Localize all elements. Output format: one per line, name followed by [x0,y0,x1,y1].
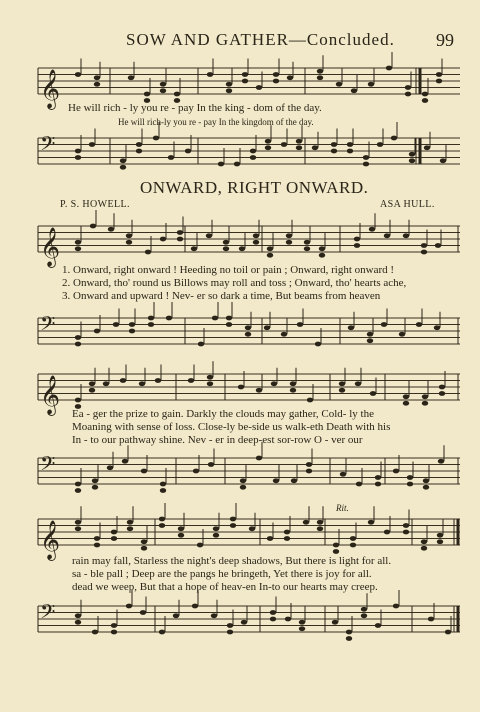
note-head [306,469,312,474]
note-head [89,142,95,147]
note-head [356,482,362,487]
note-head [423,485,429,490]
note-head [174,92,180,97]
note-head [384,530,390,535]
note-head [111,623,117,628]
note-head [363,162,369,167]
note-head [240,485,246,490]
note-head [245,325,251,330]
note-head [120,158,126,163]
note-head [213,526,219,531]
note-head [75,240,81,245]
staff-treble-system-3 [0,513,480,560]
note-head [144,92,150,97]
note-head [434,325,440,330]
note-head [377,142,383,147]
note-head [315,342,321,347]
note-head [346,636,352,641]
note-head [440,158,446,163]
verse-3-system-3: dead we weep, But that a hope of heav-en In-to our hearts may creep. [72,581,378,593]
note-head [297,322,303,327]
verse-1-system-2: Ea - ger the prize to gain. Darkly the clouds may gather, Cold- ly the [72,408,374,420]
note-head [89,388,95,393]
note-head [177,237,183,242]
note-head [75,398,81,403]
note-head [435,243,441,248]
note-head [107,465,113,470]
note-head [265,139,271,144]
running-title: SOW AND GATHER—Concluded. [126,30,395,49]
note-head [127,526,133,531]
note-head [226,88,232,93]
note-head [363,155,369,160]
note-head [230,517,236,522]
note-head [239,246,245,251]
note-head [153,136,159,141]
note-head [122,459,128,464]
note-head [267,536,273,541]
note-head [381,322,387,327]
note-head [304,240,310,245]
note-head [250,155,256,160]
note-head [75,246,81,251]
note-head [317,69,323,74]
clef-icon: 𝄞 [40,227,61,267]
note-head [403,401,409,406]
note-head [89,381,95,386]
note-head [367,332,373,337]
clef-icon: 𝄢 [40,312,56,340]
note-head [286,240,292,245]
note-head [347,149,353,154]
note-head [348,325,354,330]
note-head [226,82,232,87]
note-head [160,88,166,93]
note-head [273,79,279,84]
note-head [242,79,248,84]
note-head [332,620,338,625]
note-head [437,533,443,538]
note-head [361,607,367,612]
note-head [265,145,271,150]
note-head [136,142,142,147]
note-head [75,526,81,531]
note-head [218,162,224,167]
note-head [296,139,302,144]
note-head [281,142,287,147]
note-head [393,604,399,609]
note-head [129,329,135,334]
note-head [422,92,428,97]
note-head [136,149,142,154]
note-head [75,335,81,340]
note-head [213,533,219,538]
note-head [253,233,259,238]
note-head [270,617,276,622]
note-head [339,381,345,386]
note-head [241,620,247,625]
note-head [206,233,212,238]
note-head [336,82,342,87]
note-head [369,227,375,232]
note-head [226,322,232,327]
note-head [240,478,246,483]
clef-icon: 𝄞 [40,375,61,415]
note-head [319,253,325,258]
note-head [384,233,390,238]
note-head [391,136,397,141]
note-head [416,322,422,327]
note-head [103,381,109,386]
note-head [111,530,117,535]
note-head [304,246,310,251]
note-head [207,381,213,386]
note-head [403,394,409,399]
note-head [92,630,98,635]
note-head [94,75,100,80]
note-head [159,523,165,528]
note-head [285,617,291,622]
note-head [267,246,273,251]
note-head [75,72,81,77]
note-head [422,98,428,103]
note-head [317,526,323,531]
note-head [331,149,337,154]
page-number: 99 [436,30,454,50]
note-head [188,378,194,383]
note-head [234,162,240,167]
note-head [307,398,313,403]
note-head [264,325,270,330]
note-head [424,145,430,150]
note-head [354,237,360,242]
note-head [159,517,165,522]
note-head [223,240,229,245]
note-head [405,85,411,90]
note-head [94,82,100,87]
note-head [421,546,427,551]
note-head [438,459,444,464]
note-head [139,381,145,386]
note-head [141,469,147,474]
note-head [436,79,442,84]
note-head [92,478,98,483]
note-head [120,165,126,170]
note-head [409,158,415,163]
note-head [368,82,374,87]
note-head [191,246,197,251]
note-head [120,378,126,383]
note-head [439,391,445,396]
note-head [90,224,96,229]
note-head [333,543,339,548]
note-head [178,533,184,538]
staff-bass-system-1 [0,312,480,352]
note-head [370,391,376,396]
note-head [333,549,339,554]
note-head [193,469,199,474]
note-head [445,630,451,635]
note-head [108,227,114,232]
note-head [129,322,135,327]
note-head [256,388,262,393]
note-head [317,75,323,80]
note-head [437,539,443,544]
note-head [368,520,374,525]
note-head [128,75,134,80]
note-head [422,394,428,399]
note-head [375,475,381,480]
note-head [351,88,357,93]
note-head [367,338,373,343]
note-head [312,145,318,150]
ritardando-mark: Rit. [336,503,349,513]
note-head [290,388,296,393]
note-head [403,523,409,528]
note-head [207,72,213,77]
note-head [113,322,119,327]
note-head [350,543,356,548]
composer-credit: ASA HULL. [380,199,435,210]
note-head [249,526,255,531]
note-head [94,536,100,541]
staff-bass-system-3 [0,600,480,640]
note-head [267,253,273,258]
note-head [160,488,166,493]
note-head [230,523,236,528]
note-head [127,520,133,525]
note-head [238,385,244,390]
clef-icon: 𝄢 [40,452,56,480]
note-head [407,482,413,487]
staff-bass-system-2 [0,452,480,492]
note-head [375,623,381,628]
note-head [436,72,442,77]
note-head [75,620,81,625]
note-head [160,82,166,87]
note-head [126,233,132,238]
note-head [421,539,427,544]
note-head [386,66,392,71]
note-head [75,342,81,347]
note-head [331,142,337,147]
note-head [75,482,81,487]
verse-1-system-3: rain may fall, Starless the night's deep shadows, But there is light for all. [72,555,392,567]
note-head [185,149,191,154]
note-head [226,316,232,321]
note-head [227,623,233,628]
note-head [399,332,405,337]
note-head [303,520,309,525]
note-head [197,543,203,548]
note-head [403,530,409,535]
verse-3-system-1: 3. Onward and upward ! Nev- er so dark a time, But beams from heaven [62,290,381,302]
note-head [227,630,233,635]
lyric-line-sow-gather-2: He will rich-ly you re - pay In the kingdom of the day. [118,117,314,127]
note-head [148,322,154,327]
verse-3-system-2: In - to our pathway shine. Nev - er in deep-est sor-row O - ver our [72,434,363,446]
note-head [284,530,290,535]
note-head [281,332,287,337]
note-head [160,482,166,487]
note-head [347,142,353,147]
hymn-title: ONWARD, RIGHT ONWARD. [140,178,369,197]
note-head [270,610,276,615]
note-head [346,630,352,635]
note-head [141,546,147,551]
note-head [286,233,292,238]
note-head [173,613,179,618]
note-head [111,536,117,541]
note-head [208,462,214,467]
note-head [339,388,345,393]
note-head [407,475,413,480]
note-head [253,240,259,245]
note-head [178,526,184,531]
note-head [287,75,293,80]
note-head [291,478,297,483]
note-head [75,488,81,493]
note-head [155,378,161,383]
note-head [319,246,325,251]
note-head [250,149,256,154]
note-head [207,375,213,380]
note-head [148,316,154,321]
clef-icon: 𝄢 [40,132,56,160]
note-head [75,613,81,618]
clef-icon: 𝄞 [40,69,61,109]
note-head [245,332,251,337]
note-head [212,316,218,321]
note-head [306,462,312,467]
note-head [439,385,445,390]
lyric-line-sow-gather-1: He will rich - ly you re - pay In the king - dom of the day. [68,102,322,114]
note-head [340,472,346,477]
note-head [160,237,166,242]
note-head [423,478,429,483]
note-head [256,85,262,90]
note-head [177,230,183,235]
verse-2-system-3: sa - ble pall ; Deep are the pangs he bringeth, Yet there is joy for all. [72,568,372,580]
note-head [211,613,217,618]
note-head [126,604,132,609]
verse-1-system-1: 1. Onward, right onward ! Heeding no toil or pain ; Onward, right onward ! [62,264,395,276]
note-head [94,543,100,548]
staff-bass-sow-and-gather [0,132,480,172]
note-head [428,617,434,622]
verse-2-system-1: 2. Onward, tho' round us Billows may roll and toss ; Onward, tho' hearts ache, [62,277,407,289]
note-head [296,145,302,150]
note-head [317,520,323,525]
note-head [405,92,411,97]
verse-2-system-2: Moaning with sense of loss. Close-ly be-side us walk-eth Death with his [72,421,391,433]
note-head [375,482,381,487]
note-head [284,536,290,541]
note-head [92,485,98,490]
note-head [290,381,296,386]
note-head [159,630,165,635]
note-head [409,152,415,157]
note-head [192,604,198,609]
note-head [354,243,360,248]
note-head [421,243,427,248]
staff-treble-system-1 [0,220,480,267]
note-head [75,155,81,160]
author-credit: P. S. HOWELL. [60,199,130,210]
note-head [168,155,174,160]
note-head [422,401,428,406]
note-head [111,630,117,635]
note-head [256,456,262,461]
note-head [421,250,427,255]
note-head [242,72,248,77]
note-head [75,520,81,525]
note-head [273,478,279,483]
note-head [299,626,305,631]
note-head [166,316,172,321]
clef-icon: 𝄞 [40,520,61,560]
note-head [75,149,81,154]
note-head [299,620,305,625]
clef-icon: 𝄢 [40,600,56,628]
note-head [403,233,409,238]
note-head [145,250,151,255]
note-head [198,342,204,347]
note-head [140,610,146,615]
note-head [350,536,356,541]
note-head [361,613,367,618]
note-head [271,381,277,386]
note-head [94,329,100,334]
note-head [273,72,279,77]
note-head [393,469,399,474]
note-head [355,381,361,386]
note-head [126,240,132,245]
note-head [223,246,229,251]
note-head [141,539,147,544]
